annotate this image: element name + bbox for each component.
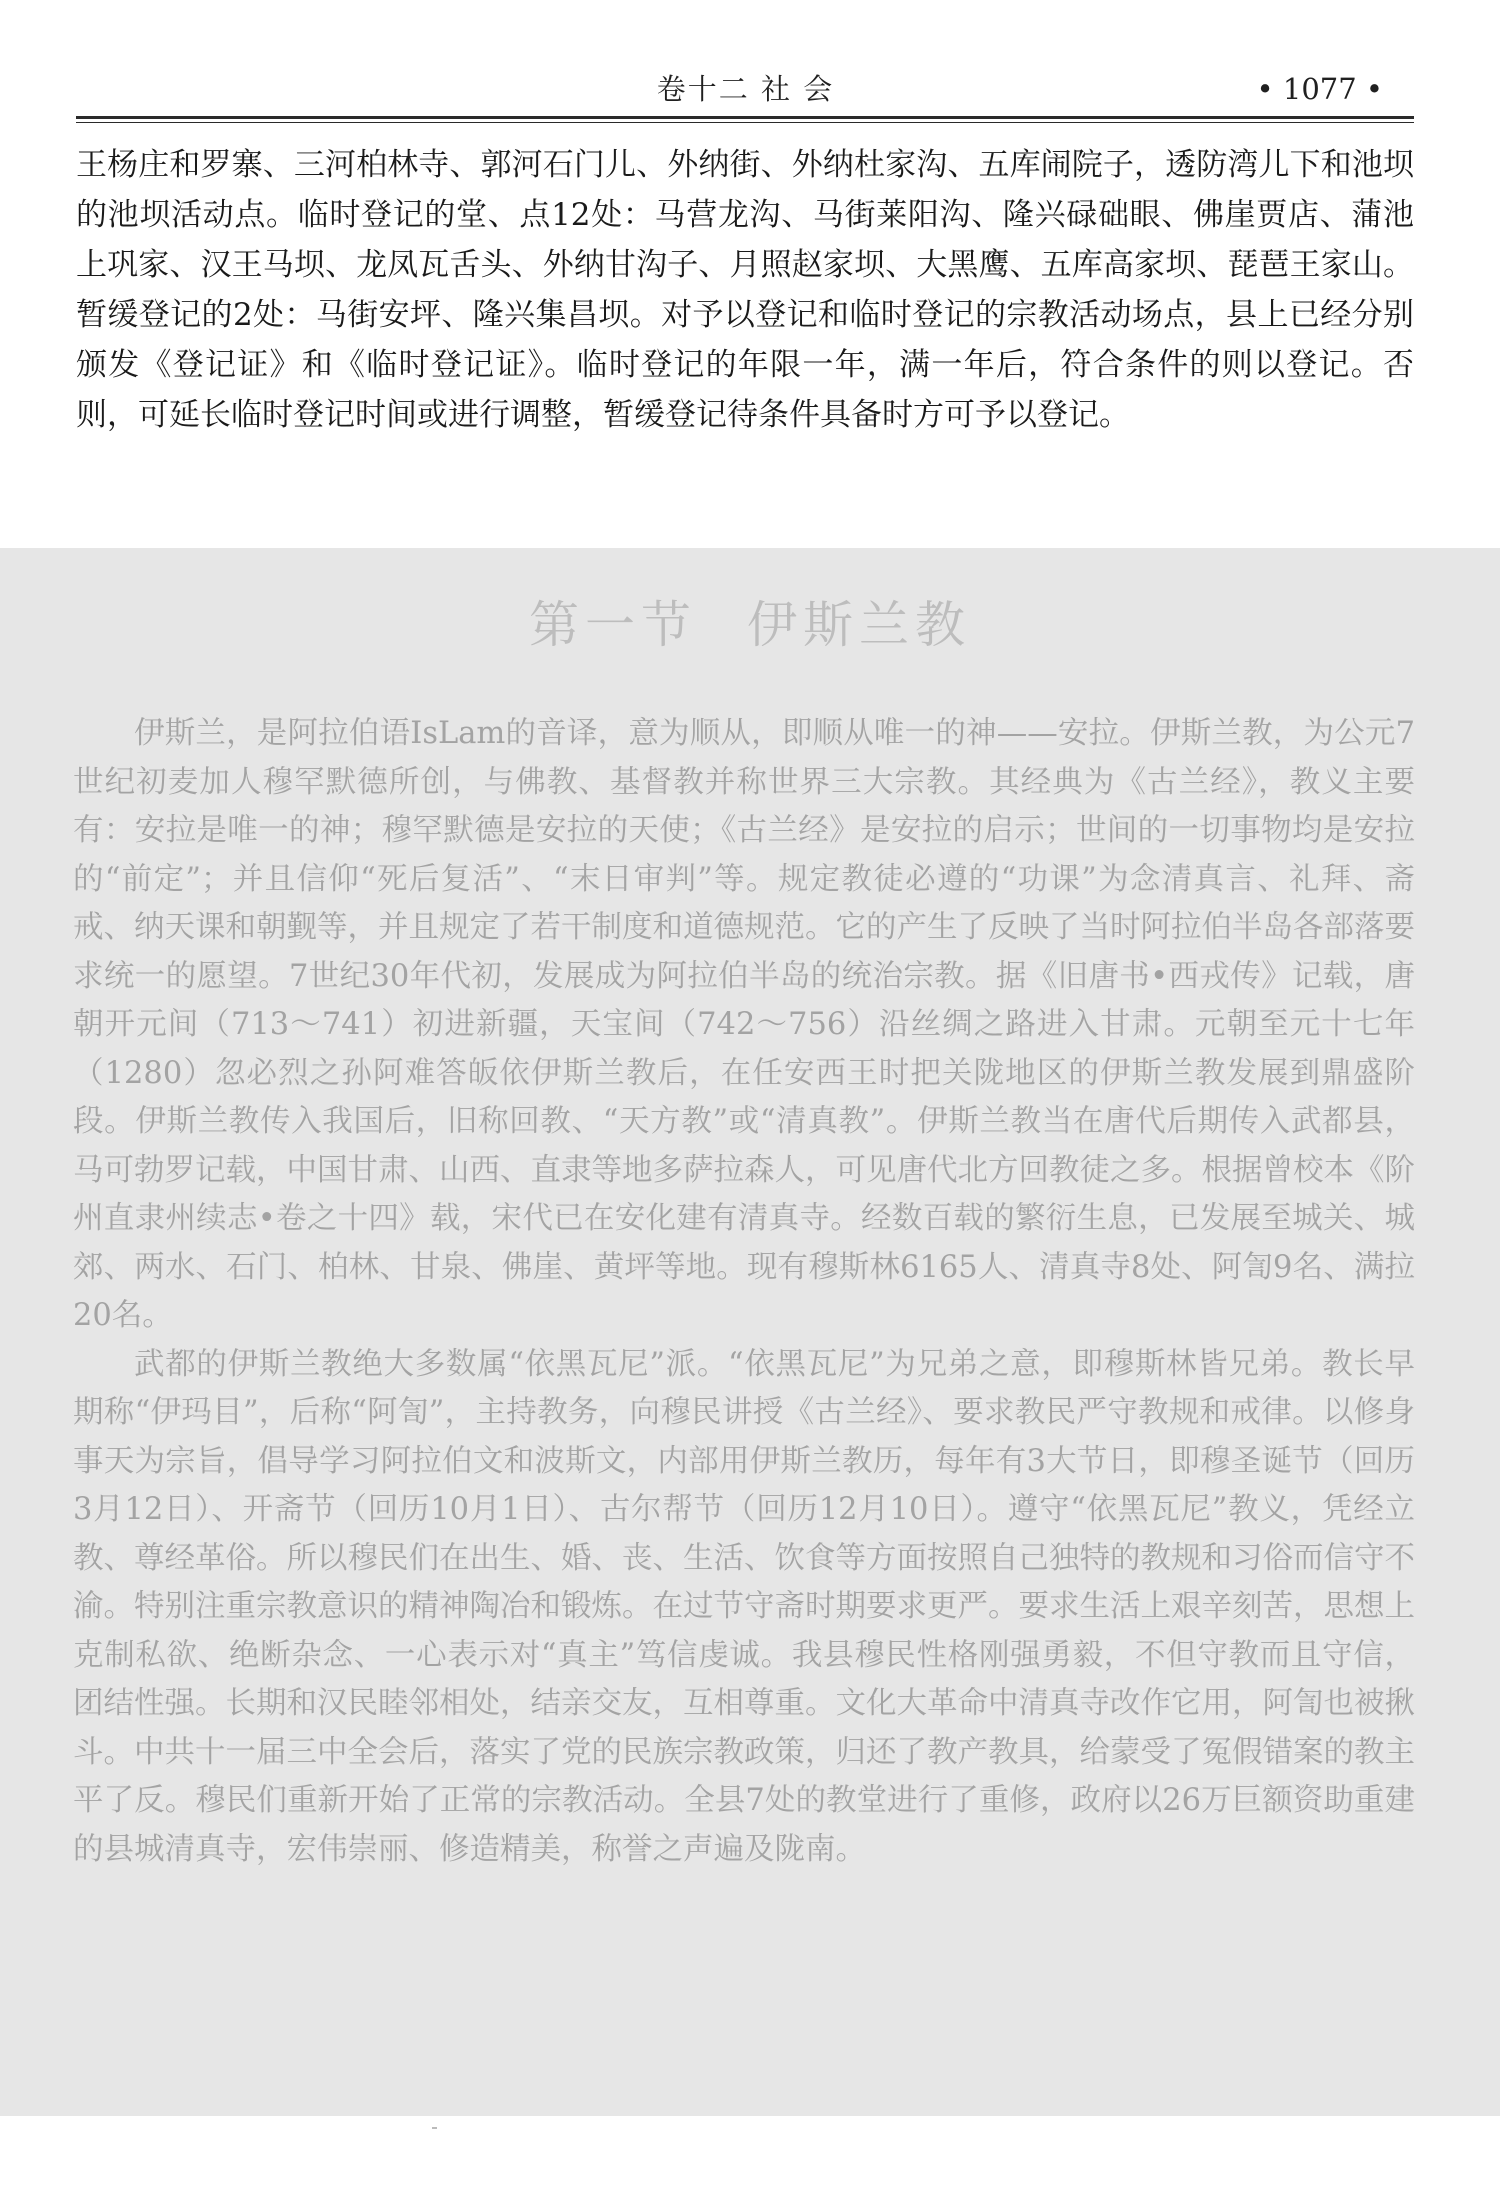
section-number: 第一节 [529,596,697,654]
continued-paragraph: 王杨庄和罗寨、三河柏林寺、郭河石门儿、外纳街、外纳杜家沟、五库闹院子，透防湾儿下和池坝的池坝活动点。临时登记的堂、点12处：马营龙沟、马街莱阳沟、隆兴碌础眼、佛崖贾店、蒲池上巩家、汉王马坝、龙凤瓦舌头、外纳甘沟子、月照赵家坝、大黑鹰、五库高家坝、琵琶王家山。暂缓登记的2处：马街安坪、隆兴集昌坝。对予以登记和临时登记的宗教活动场点，县上已经分别颁发《登记证》和《临时登记证》。临时登记的年限一年，满一年后，符合条件的则以登记。否则，可延长临时登记时间或进行调整，暂缓登记待条件具备时方可予以登记。 [76,147,1414,433]
running-header [78,66,1413,112]
section-name: 伊斯兰教 [747,596,971,654]
page-number: • 1077 • [1256,72,1383,106]
body-paragraph-2: 武都的伊斯兰教绝大多数属“依黑瓦尼”派。“依黑瓦尼”为兄弟之意，即穆斯林皆兄弟。教长早期称“伊玛目”，后称“阿訇”，主持教务，向穆民讲授《古兰经》、要求教民严守教规和戒律。以修身事天为宗旨，倡导学习阿拉伯文和波斯文，内部用伊斯兰教历，每年有3大节日，即穆圣诞节（回历3月12日）、开斋节（回历10月1日）、古尔帮节（回历12月10日）。遵守“依黑瓦尼”教义，凭经立教、尊经革俗。所以穆民们在出生、婚、丧、生活、饮食等方面按照自己独特的教规和习俗而信守不渝。特别注重宗教意识的精神陶冶和锻炼。在过节守斋时期要求更严。要求生活上艰辛刻苦，思想上克制私欲、绝断杂念、一心表示对“真主”笃信虔诚。我县穆民性格刚强勇毅，不但守教而且守信，团结性强。长期和汉民睦邻相处，结亲交友，互相尊重。文化大革命中清真寺改作它用，阿訇也被揪斗。中共十一届三中全会后，落实了党的民族宗教政策，归还了教产教具，给蒙受了冤假错案的教主平了反。穆民们重新开始了正常的宗教活动。全县7处的教堂进行了重修，政府以26万巨额资助重建的县城清真寺，宏伟崇丽、修造精美，称誉之声遍及陇南。 [73,1346,1415,1867]
header-title: 卷十二 社 会 [656,72,835,106]
header-rule-thin [76,122,1414,123]
header-rule-thick [76,116,1414,119]
body-paragraph-1: 伊斯兰，是阿拉伯语IsLam的音译，意为顺从，即顺从唯一的神——安拉。伊斯兰教，为公元7世纪初麦加人穆罕默德所创，与佛教、基督教并称世界三大宗教。其经典为《古兰经》，教义主要有：安拉是唯一的神；穆罕默德是安拉的天使；《古兰经》是安拉的启示；世间的一切事物均是安拉的“前定”；并且信仰“死后复活”、“末日审判”等。规定教徒必遵的“功课”为念清真言、礼拜、斋戒、纳天课和朝觐等，并且规定了若干制度和道德规范。它的产生了反映了当时阿拉伯半岛各部落要求统一的愿望。7世纪30年代初，发展成为阿拉伯半岛的统治宗教。据《旧唐书•西戎传》记载，唐朝开元间（713～741）初进新疆，天宝间（742～756）沿丝绸之路进入甘肃。元朝至元十七年（1280）忽必烈之孙阿难答皈依伊斯兰教后，在任安西王时把关陇地区的伊斯兰教发展到鼎盛阶段。伊斯兰教传入我国后，旧称回教、“天方教”或“清真教”。伊斯兰教当在唐代后期传入武都县，马可勃罗记载，中国甘肃、山西、直隶等地多萨拉森人，可见唐代北方回教徒之多。根据曾校本《阶州直隶州续志•卷之十四》载，宋代已在安化建有清真寺。经数百载的繁衍生息，已发展至城关、城郊、两水、石门、柏林、甘泉、佛崖、黄坪等地。现有穆斯林6165人、清真寺8处、阿訇9名、满拉20名。 [73,716,1415,1333]
section-body [73,710,1415,1874]
section-heading [0,590,1500,660]
scan-speck [432,2127,437,2129]
